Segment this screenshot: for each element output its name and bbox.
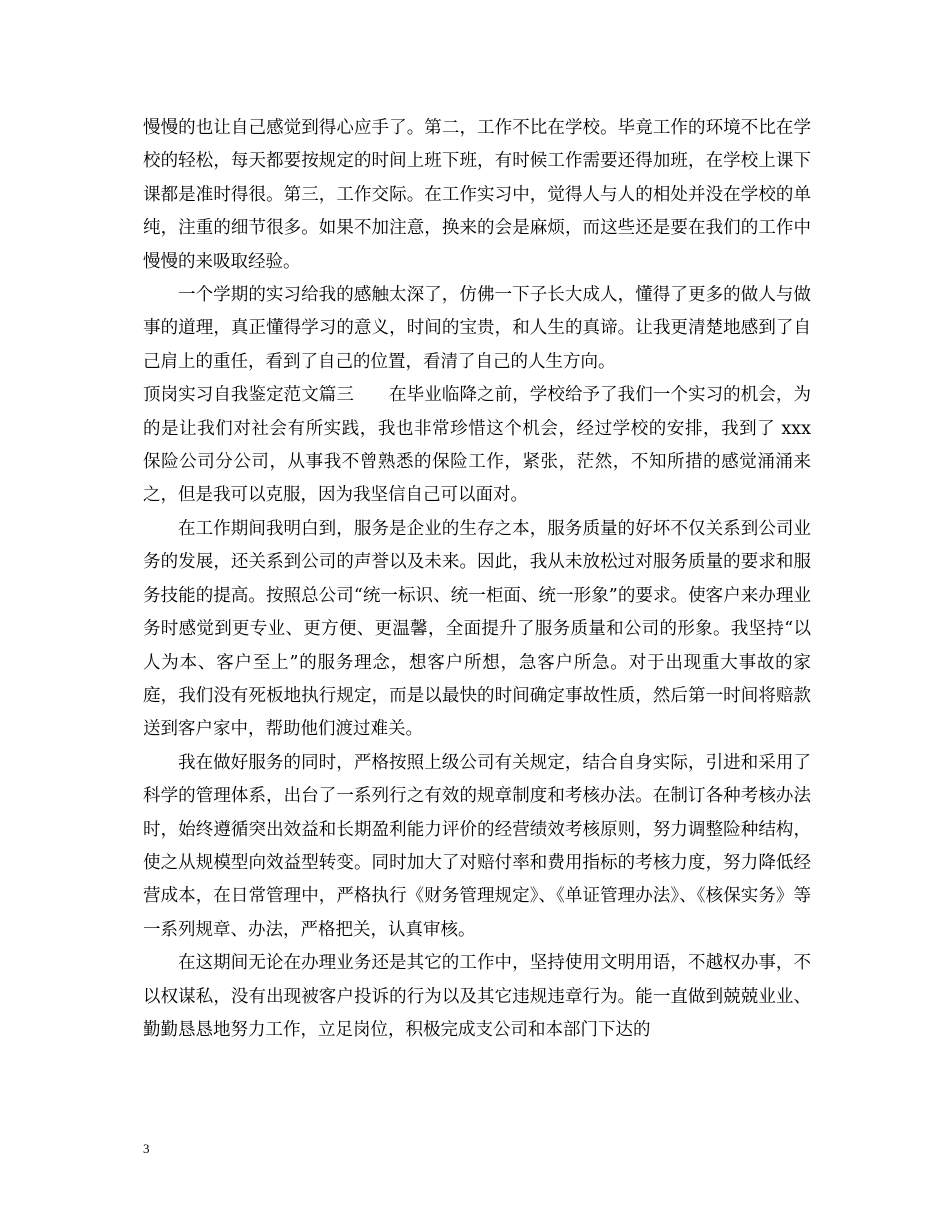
paragraph-3-section-title: 顶岗实习自我鉴定范文篇三 在毕业临降之前，学校给予了我们一个实习的机会，为的是让我们对社会有所实践，我也非常珍惜这个机会，经过学校的安排，我到了 xxx 保险公司分公司，从事我不曾熟悉的保险工作，紧张，茫然，不知所措的感觉涌涌来之，但是我可以克服，因为我坚信自己可以面对。 xyxy=(143,385,817,506)
page-number: 3 xyxy=(143,1141,150,1156)
paragraph-1: 慢慢的也让自己感觉到得心应手了。第二，工作不比在学校。毕竟工作的环境不比在学校的轻松，每天都要按规定的时间上班下班，有时候工作需要还得加班，在学校上课下课都是准时得很。第三，工作交际。在工作实习中，觉得人与人的相处并没在学校的单纯，注重的细节很多。如果不加注意，换来的会是麻烦，而这些还是要在我们的工作中慢慢的来吸取经验。 xyxy=(143,118,811,272)
paragraph-2: 一个学期的实习给我的感触太深了，仿佛一下子长大成人，懂得了更多的做人与做事的道理，真正懂得学习的意义，时间的宝贵，和人生的真谛。让我更清楚地感到了自己肩上的重任，看到了自己的位置，看清了自己的人生方向。 xyxy=(143,285,811,372)
paragraph-5: 我在做好服务的同时，严格按照上级公司有关规定，结合自身实际，引进和采用了科学的管理体系，出台了一系列行之有效的规章制度和考核办法。在制订各种考核办法时，始终遵循突出效益和长期盈利能力评价的经营绩效考核原则，努力调整险种结构，使之从规模型向效益型转变。同时加大了对赔付率和费用指标的考核力度，努力降低经营成本，在日常管理中，严格执行《财务管理规定》、《单证管理办法》、《核保实务》等一系列规章、办法，严格把关，认真审核。 xyxy=(143,752,811,940)
document-body xyxy=(143,112,817,1047)
paragraph-6: 在这期间无论在办理业务还是其它的工作中，坚持使用文明用语，不越权办事，不以权谋私，没有出现被客户投诉的行为以及其它违规违章行为。能一直做到兢兢业业、勤勤恳恳地努力工作，立足岗位，积极完成支公司和本部门下达的 xyxy=(143,953,811,1040)
paragraph-4: 在工作期间我明白到，服务是企业的生存之本，服务质量的好坏不仅关系到公司业务的发展，还关系到公司的声誉以及未来。因此，我从未放松过对服务质量的要求和服务技能的提高。按照总公司“统一标识、统一柜面、统一形象”的要求。使客户来办理业务时感觉到更专业、更方便、更温馨，全面提升了服务质量和公司的形象。我坚持“以人为本、客户至上”的服务理念，想客户所想，急客户所急。对于出现重大事故的家庭，我们没有死板地执行规定，而是以最快的时间确定事故性质，然后第一时间将赔款送到客户家中，帮助他们渡过难关。 xyxy=(143,518,811,740)
